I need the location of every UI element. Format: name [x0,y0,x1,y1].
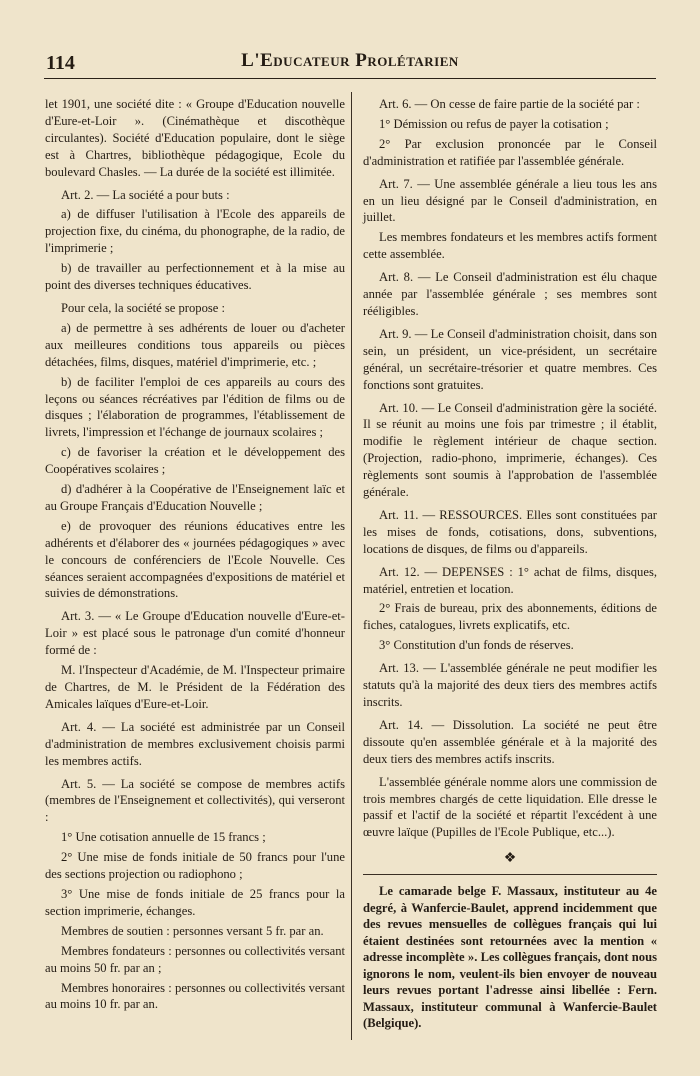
notice-text: Le camarade belge F. Massaux, instituteur au 4e degré, à Wanfercie-Baulet, apprend incidemment que des revues mensuelles de collègues français qui lui étaient destinées sont retournées avec la mention « adresse incomplète ». Les collègues français, dont nous ignorons le nom, veulent-ils bien envoyer de nouveau leurs revues portant l'adresse ainsi libellée : Fern. Massaux, instituteur communal à Wanfercie-Baulet (Belgique). [363,884,657,1031]
article-11: Art. 11. — RESSOURCES. Elles sont constituées par les mises de fonds, cotisations, dons, subventions, locations de disques, de films ou d'appareils. [363,507,657,556]
journal-title: L'Educateur Prolétarien [241,50,459,71]
article-9: Art. 9. — Le Conseil d'administration choisit, dans son sein, un président, un vice-président, un secrétaire général, un secrétaire-trésorier et quatre membres. Ces fonctions sont gratuites. [363,326,657,392]
right-column [363,96,657,1035]
paragraph: 1° Démission ou refus de payer la cotisation ; [379,116,609,131]
notice-box [363,874,657,1032]
paragraph: Membres de soutien : personnes versant 5 fr. par an. [61,923,324,938]
paragraph: Les membres fondateurs et les membres actifs forment cette assemblée. [363,230,657,262]
article-14: Art. 14. — Dissolution. La société ne peut être dissoute qu'en assemblée générale et à la majorité des deux tiers des membres actifs inscrits. [363,717,657,766]
paragraph: 2° Frais de bureau, prix des abonnements, éditions de fiches, catalogues, livrets explicatifs, etc. [363,601,657,633]
column-divider [351,92,352,1040]
paragraph: M. l'Inspecteur d'Académie, de M. l'Inspecteur primaire de Chartres, de M. le Président de la Fédération des Amicales laïques d'Eure-et-Loir. [45,663,345,711]
paragraph: let 1901, une société dite : « Groupe d'Education nouvelle d'Eure-et-Loir ». (Cinémathèque et discothèque circulantes). Société d'Education populaire, dont le siège est à Chartres, bibliothèque pédagogique, Ecole du boulevard Chasles. — La durée de la société est illimitée. [45,97,345,179]
paragraph: L'assemblée générale nomme alors une commission de trois membres chargés de cette liquidation. Elle dresse le passif et l'actif de la société et répartit l'excédent à une œuvre laïque (Pupilles de l'Ecole Publique, etc...). [363,774,657,840]
paragraph: b) de faciliter l'emploi de ces appareils au cours des leçons ou séances récréatives par l'édition de films ou de disques ; l'élaboration de programmes, l'établissement de livrets, l'impression et l'échange de journaux scolaires ; [45,374,345,440]
article-12: Art. 12. — DEPENSES : 1° achat de films, disques, matériel, entretien et location. [363,564,657,596]
paragraph: a) de diffuser l'utilisation à l'Ecole des appareils de projection fixe, du cinéma, du phonographe, de la radio, de l'imprimerie ; [45,207,345,256]
page-number: 114 [46,52,75,74]
article-6: Art. 6. — On cesse de faire partie de la société par : [379,97,640,111]
article-2-heading: Art. 2. — La société a pour buts : [61,187,230,202]
paragraph: 3° Une mise de fonds initiale de 25 francs pour la section imprimerie, échanges. [45,886,345,918]
article-7: Art. 7. — Une assemblée générale a lieu tous les ans en un lieu désigné par le Conseil d'administration, en juillet. [363,176,657,225]
paragraph: Membres fondateurs : personnes ou collectivités versant au moins 50 fr. par an ; [45,943,345,975]
paragraph: 2° Par exclusion prononcée par le Conseil d'administration et ratifiée par l'assemblée générale. [363,136,657,168]
paragraph: Pour cela, la société se propose : [61,300,226,315]
paragraph: Membres honoraires : personnes ou collectivités versant au moins 10 fr. par an. [45,980,345,1012]
article-13: Art. 13. — L'assemblée générale ne peut modifier les statuts qu'à la majorité des deux tiers des membres actifs inscrits. [363,661,657,709]
paragraph: d) d'adhérer à la Coopérative de l'Enseignement laïc et au Groupe Français d'Education Nouvelle ; [45,482,345,513]
paragraph: 1° Une cotisation annuelle de 15 francs ; [61,830,266,845]
paragraph: e) de provoquer des réunions éducatives entre les adhérents et d'élaborer des « journées pédagogiques » avec le concours de conférenciers de l'Ecole Nouvelle. Ces séances seraient accompagnées d'expositions de matériel et suivies de démonstrations. [45,518,345,601]
section-separator: ❖ [503,851,517,867]
paragraph: 3° Constitution d'un fonds de réserves. [379,638,574,653]
article-10: Art. 10. — Le Conseil d'administration gère la société. Il se réunit au moins une fois par trimestre ; il établit, modifie le règlement intérieur de chaque section. (Projection, radio-phono, imprimerie, échanges). Ces règlements sont soumis à l'approbation de l'assemblée générale. [363,400,657,500]
paragraph: 2° Une mise de fonds initiale de 50 francs pour l'une des sections projection ou radiophono ; [45,850,345,882]
article-8: Art. 8. — Le Conseil d'administration est élu chaque année par l'assemblée générale ; ses membres sont rééligibles. [363,270,657,318]
paragraph: b) de travailler au perfectionnement et à la mise au point des diverses techniques éducatives. [45,261,345,293]
article-3: Art. 3. — « Le Groupe d'Education nouvelle d'Eure-et-Loir » est placé sous le patronage d'un comité d'honneur formé de : [45,609,345,658]
article-5: Art. 5. — La société se compose de membres actifs (membres de l'Enseignement et collectivités), qui verseront : [45,776,345,825]
paragraph: a) de permettre à ses adhérents de louer ou d'acheter aux meilleures conditions tous appareils ou pièces détachées, films, disques, matériel d'imprimerie, etc. ; [45,320,345,369]
left-column [45,96,345,1016]
paragraph: c) de favoriser la création et le développement des Coopératives scolaires ; [45,445,345,477]
page-header [44,44,656,79]
article-4: Art. 4. — La société est administrée par un Conseil d'administration de membres exclusivement choisis parmi les membres actifs. [45,719,345,768]
